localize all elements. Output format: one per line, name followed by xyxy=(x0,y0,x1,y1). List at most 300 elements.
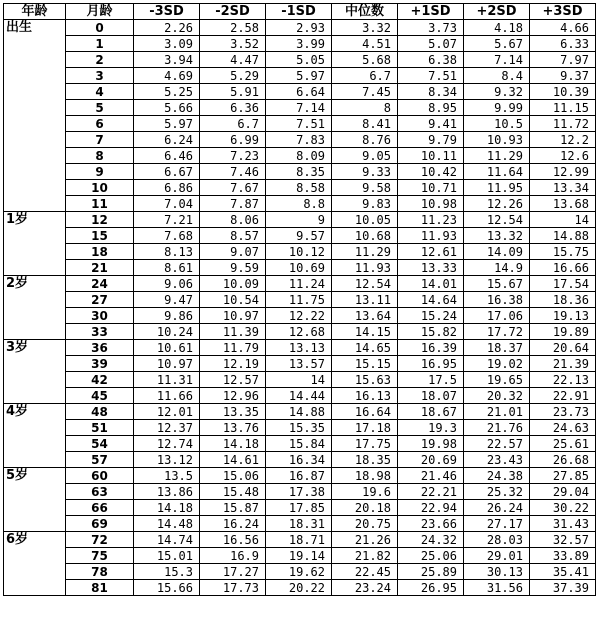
value-cell: 14 xyxy=(266,372,332,388)
value-cell: 8.13 xyxy=(134,244,200,260)
value-cell: 11.29 xyxy=(464,148,530,164)
value-cell: 15.3 xyxy=(134,564,200,580)
age-cell: 2岁 xyxy=(4,276,66,292)
value-cell: 16.13 xyxy=(332,388,398,404)
value-cell: 3.09 xyxy=(134,36,200,52)
age-cell xyxy=(4,564,66,580)
age-cell xyxy=(4,452,66,468)
value-cell: 23.73 xyxy=(530,404,596,420)
table-row xyxy=(4,52,596,68)
value-cell: 12.01 xyxy=(134,404,200,420)
value-cell: 7.87 xyxy=(200,196,266,212)
header-cell-plus2sd: +2SD xyxy=(464,4,530,20)
table-row xyxy=(4,100,596,116)
value-cell: 13.34 xyxy=(530,180,596,196)
value-cell: 11.95 xyxy=(464,180,530,196)
value-cell: 19.6 xyxy=(332,484,398,500)
age-cell: 出生 xyxy=(4,20,66,36)
value-cell: 6.64 xyxy=(266,84,332,100)
table-row xyxy=(4,20,596,36)
value-cell: 25.61 xyxy=(530,436,596,452)
value-cell: 14.01 xyxy=(398,276,464,292)
value-cell: 12.2 xyxy=(530,132,596,148)
value-cell: 19.13 xyxy=(530,308,596,324)
value-cell: 22.94 xyxy=(398,500,464,516)
value-cell: 15.24 xyxy=(398,308,464,324)
value-cell: 23.66 xyxy=(398,516,464,532)
table-row xyxy=(4,580,596,596)
age-cell xyxy=(4,100,66,116)
value-cell: 18.71 xyxy=(266,532,332,548)
value-cell: 27.85 xyxy=(530,468,596,484)
value-cell: 25.06 xyxy=(398,548,464,564)
table-row xyxy=(4,388,596,404)
value-cell: 17.27 xyxy=(200,564,266,580)
value-cell: 10.12 xyxy=(266,244,332,260)
value-cell: 12.26 xyxy=(464,196,530,212)
value-cell: 7.83 xyxy=(266,132,332,148)
value-cell: 10.54 xyxy=(200,292,266,308)
value-cell: 24.38 xyxy=(464,468,530,484)
value-cell: 18.67 xyxy=(398,404,464,420)
value-cell: 8 xyxy=(332,100,398,116)
table-row xyxy=(4,276,596,292)
value-cell: 20.22 xyxy=(266,580,332,596)
value-cell: 9.57 xyxy=(266,228,332,244)
value-cell: 3.73 xyxy=(398,20,464,36)
table-row xyxy=(4,84,596,100)
value-cell: 16.34 xyxy=(266,452,332,468)
month-cell: 21 xyxy=(66,260,134,276)
value-cell: 14.18 xyxy=(134,500,200,516)
value-cell: 9.99 xyxy=(464,100,530,116)
value-cell: 8.34 xyxy=(398,84,464,100)
table-row xyxy=(4,372,596,388)
age-cell xyxy=(4,260,66,276)
value-cell: 17.54 xyxy=(530,276,596,292)
value-cell: 8.61 xyxy=(134,260,200,276)
age-cell xyxy=(4,132,66,148)
value-cell: 5.97 xyxy=(134,116,200,132)
table-row xyxy=(4,324,596,340)
value-cell: 23.43 xyxy=(464,452,530,468)
value-cell: 19.14 xyxy=(266,548,332,564)
value-cell: 6.86 xyxy=(134,180,200,196)
value-cell: 14.88 xyxy=(266,404,332,420)
value-cell: 16.24 xyxy=(200,516,266,532)
value-cell: 9.83 xyxy=(332,196,398,212)
value-cell: 33.89 xyxy=(530,548,596,564)
value-cell: 29.01 xyxy=(464,548,530,564)
value-cell: 15.67 xyxy=(464,276,530,292)
header-cell-plus3sd: +3SD xyxy=(530,4,596,20)
value-cell: 7.97 xyxy=(530,52,596,68)
value-cell: 14 xyxy=(530,212,596,228)
header-cell-minus2sd: -2SD xyxy=(200,4,266,20)
value-cell: 14.64 xyxy=(398,292,464,308)
value-cell: 15.01 xyxy=(134,548,200,564)
value-cell: 3.99 xyxy=(266,36,332,52)
age-cell xyxy=(4,308,66,324)
value-cell: 4.66 xyxy=(530,20,596,36)
value-cell: 11.23 xyxy=(398,212,464,228)
month-cell: 42 xyxy=(66,372,134,388)
value-cell: 19.62 xyxy=(266,564,332,580)
value-cell: 14.61 xyxy=(200,452,266,468)
header-cell-minus1sd: -1SD xyxy=(266,4,332,20)
value-cell: 26.24 xyxy=(464,500,530,516)
month-cell: 39 xyxy=(66,356,134,372)
value-cell: 16.56 xyxy=(200,532,266,548)
header-cell-month: 月龄 xyxy=(66,4,134,20)
value-cell: 17.85 xyxy=(266,500,332,516)
value-cell: 19.02 xyxy=(464,356,530,372)
value-cell: 15.82 xyxy=(398,324,464,340)
value-cell: 31.56 xyxy=(464,580,530,596)
value-cell: 13.33 xyxy=(398,260,464,276)
age-cell xyxy=(4,84,66,100)
value-cell: 10.97 xyxy=(200,308,266,324)
value-cell: 11.93 xyxy=(332,260,398,276)
value-cell: 18.37 xyxy=(464,340,530,356)
value-cell: 21.46 xyxy=(398,468,464,484)
value-cell: 13.76 xyxy=(200,420,266,436)
value-cell: 6.7 xyxy=(332,68,398,84)
value-cell: 11.79 xyxy=(200,340,266,356)
month-cell: 15 xyxy=(66,228,134,244)
value-cell: 13.64 xyxy=(332,308,398,324)
value-cell: 13.68 xyxy=(530,196,596,212)
value-cell: 12.96 xyxy=(200,388,266,404)
table-row xyxy=(4,468,596,484)
value-cell: 26.95 xyxy=(398,580,464,596)
value-cell: 21.01 xyxy=(464,404,530,420)
month-cell: 6 xyxy=(66,116,134,132)
value-cell: 12.57 xyxy=(200,372,266,388)
value-cell: 9.86 xyxy=(134,308,200,324)
value-cell: 16.95 xyxy=(398,356,464,372)
value-cell: 20.32 xyxy=(464,388,530,404)
age-cell xyxy=(4,500,66,516)
value-cell: 30.13 xyxy=(464,564,530,580)
value-cell: 8.57 xyxy=(200,228,266,244)
value-cell: 7.46 xyxy=(200,164,266,180)
month-cell: 48 xyxy=(66,404,134,420)
value-cell: 16.66 xyxy=(530,260,596,276)
value-cell: 7.51 xyxy=(398,68,464,84)
header-cell-median: 中位数 xyxy=(332,4,398,20)
value-cell: 16.87 xyxy=(266,468,332,484)
value-cell: 10.05 xyxy=(332,212,398,228)
table-row xyxy=(4,340,596,356)
value-cell: 5.66 xyxy=(134,100,200,116)
month-cell: 51 xyxy=(66,420,134,436)
value-cell: 10.98 xyxy=(398,196,464,212)
age-cell xyxy=(4,228,66,244)
month-cell: 24 xyxy=(66,276,134,292)
age-cell xyxy=(4,116,66,132)
table-row xyxy=(4,260,596,276)
age-cell xyxy=(4,244,66,260)
age-cell: 3岁 xyxy=(4,340,66,356)
age-cell: 5岁 xyxy=(4,468,66,484)
month-cell: 4 xyxy=(66,84,134,100)
month-cell: 69 xyxy=(66,516,134,532)
value-cell: 11.93 xyxy=(398,228,464,244)
month-cell: 57 xyxy=(66,452,134,468)
month-cell: 18 xyxy=(66,244,134,260)
month-cell: 54 xyxy=(66,436,134,452)
value-cell: 2.26 xyxy=(134,20,200,36)
age-cell xyxy=(4,580,66,596)
value-cell: 22.45 xyxy=(332,564,398,580)
value-cell: 10.68 xyxy=(332,228,398,244)
age-cell xyxy=(4,516,66,532)
value-cell: 20.75 xyxy=(332,516,398,532)
month-cell: 5 xyxy=(66,100,134,116)
value-cell: 3.94 xyxy=(134,52,200,68)
value-cell: 15.63 xyxy=(332,372,398,388)
month-cell: 27 xyxy=(66,292,134,308)
table-row xyxy=(4,404,596,420)
value-cell: 3.52 xyxy=(200,36,266,52)
value-cell: 15.66 xyxy=(134,580,200,596)
value-cell: 5.91 xyxy=(200,84,266,100)
table-row xyxy=(4,196,596,212)
value-cell: 31.43 xyxy=(530,516,596,532)
value-cell: 15.87 xyxy=(200,500,266,516)
value-cell: 12.61 xyxy=(398,244,464,260)
value-cell: 18.31 xyxy=(266,516,332,532)
value-cell: 14.44 xyxy=(266,388,332,404)
month-cell: 78 xyxy=(66,564,134,580)
value-cell: 32.57 xyxy=(530,532,596,548)
value-cell: 9.59 xyxy=(200,260,266,276)
month-cell: 12 xyxy=(66,212,134,228)
table-row xyxy=(4,548,596,564)
value-cell: 7.14 xyxy=(266,100,332,116)
table-row xyxy=(4,356,596,372)
value-cell: 11.24 xyxy=(266,276,332,292)
value-cell: 25.89 xyxy=(398,564,464,580)
value-cell: 4.51 xyxy=(332,36,398,52)
value-cell: 10.09 xyxy=(200,276,266,292)
value-cell: 11.64 xyxy=(464,164,530,180)
value-cell: 9.79 xyxy=(398,132,464,148)
value-cell: 18.98 xyxy=(332,468,398,484)
value-cell: 13.32 xyxy=(464,228,530,244)
value-cell: 20.64 xyxy=(530,340,596,356)
value-cell: 7.68 xyxy=(134,228,200,244)
value-cell: 9.37 xyxy=(530,68,596,84)
value-cell: 16.38 xyxy=(464,292,530,308)
value-cell: 37.39 xyxy=(530,580,596,596)
value-cell: 15.35 xyxy=(266,420,332,436)
value-cell: 5.07 xyxy=(398,36,464,52)
value-cell: 6.46 xyxy=(134,148,200,164)
value-cell: 11.66 xyxy=(134,388,200,404)
value-cell: 13.57 xyxy=(266,356,332,372)
table-row xyxy=(4,180,596,196)
month-cell: 75 xyxy=(66,548,134,564)
age-cell: 1岁 xyxy=(4,212,66,228)
age-cell xyxy=(4,388,66,404)
value-cell: 19.98 xyxy=(398,436,464,452)
value-cell: 5.67 xyxy=(464,36,530,52)
age-cell: 6岁 xyxy=(4,532,66,548)
value-cell: 13.11 xyxy=(332,292,398,308)
value-cell: 11.72 xyxy=(530,116,596,132)
header-cell-plus1sd: +1SD xyxy=(398,4,464,20)
value-cell: 12.37 xyxy=(134,420,200,436)
age-cell xyxy=(4,484,66,500)
value-cell: 12.74 xyxy=(134,436,200,452)
table-row xyxy=(4,500,596,516)
value-cell: 10.24 xyxy=(134,324,200,340)
value-cell: 15.75 xyxy=(530,244,596,260)
value-cell: 11.39 xyxy=(200,324,266,340)
value-cell: 17.75 xyxy=(332,436,398,452)
value-cell: 7.45 xyxy=(332,84,398,100)
value-cell: 7.21 xyxy=(134,212,200,228)
value-cell: 6.99 xyxy=(200,132,266,148)
table-row xyxy=(4,308,596,324)
age-cell xyxy=(4,36,66,52)
value-cell: 20.69 xyxy=(398,452,464,468)
table-row xyxy=(4,564,596,580)
value-cell: 20.18 xyxy=(332,500,398,516)
value-cell: 27.17 xyxy=(464,516,530,532)
value-cell: 24.32 xyxy=(398,532,464,548)
month-cell: 60 xyxy=(66,468,134,484)
value-cell: 10.93 xyxy=(464,132,530,148)
month-cell: 66 xyxy=(66,500,134,516)
value-cell: 9.05 xyxy=(332,148,398,164)
header-cell-minus3sd: -3SD xyxy=(134,4,200,20)
value-cell: 18.36 xyxy=(530,292,596,308)
age-cell xyxy=(4,372,66,388)
value-cell: 30.22 xyxy=(530,500,596,516)
age-cell xyxy=(4,164,66,180)
month-cell: 2 xyxy=(66,52,134,68)
value-cell: 10.42 xyxy=(398,164,464,180)
value-cell: 4.18 xyxy=(464,20,530,36)
value-cell: 4.69 xyxy=(134,68,200,84)
value-cell: 6.36 xyxy=(200,100,266,116)
value-cell: 14.88 xyxy=(530,228,596,244)
value-cell: 5.05 xyxy=(266,52,332,68)
value-cell: 35.41 xyxy=(530,564,596,580)
value-cell: 15.15 xyxy=(332,356,398,372)
month-cell: 63 xyxy=(66,484,134,500)
age-cell xyxy=(4,292,66,308)
age-cell xyxy=(4,68,66,84)
value-cell: 10.5 xyxy=(464,116,530,132)
value-cell: 15.84 xyxy=(266,436,332,452)
value-cell: 22.57 xyxy=(464,436,530,452)
value-cell: 25.32 xyxy=(464,484,530,500)
value-cell: 13.5 xyxy=(134,468,200,484)
table-row xyxy=(4,132,596,148)
month-cell: 3 xyxy=(66,68,134,84)
value-cell: 12.54 xyxy=(464,212,530,228)
month-cell: 7 xyxy=(66,132,134,148)
value-cell: 6.38 xyxy=(398,52,464,68)
value-cell: 21.82 xyxy=(332,548,398,564)
value-cell: 2.93 xyxy=(266,20,332,36)
age-cell xyxy=(4,196,66,212)
age-cell: 4岁 xyxy=(4,404,66,420)
value-cell: 22.21 xyxy=(398,484,464,500)
table-row xyxy=(4,484,596,500)
table-row xyxy=(4,212,596,228)
month-cell: 8 xyxy=(66,148,134,164)
value-cell: 4.47 xyxy=(200,52,266,68)
value-cell: 9.41 xyxy=(398,116,464,132)
table-row xyxy=(4,244,596,260)
value-cell: 6.33 xyxy=(530,36,596,52)
value-cell: 7.04 xyxy=(134,196,200,212)
value-cell: 14.74 xyxy=(134,532,200,548)
table-row xyxy=(4,36,596,52)
value-cell: 13.13 xyxy=(266,340,332,356)
value-cell: 16.9 xyxy=(200,548,266,564)
age-cell xyxy=(4,52,66,68)
month-cell: 1 xyxy=(66,36,134,52)
value-cell: 17.73 xyxy=(200,580,266,596)
value-cell: 23.24 xyxy=(332,580,398,596)
value-cell: 22.91 xyxy=(530,388,596,404)
table-row xyxy=(4,436,596,452)
value-cell: 11.31 xyxy=(134,372,200,388)
value-cell: 8.06 xyxy=(200,212,266,228)
value-cell: 10.11 xyxy=(398,148,464,164)
value-cell: 8.41 xyxy=(332,116,398,132)
value-cell: 9.06 xyxy=(134,276,200,292)
value-cell: 8.58 xyxy=(266,180,332,196)
value-cell: 8.4 xyxy=(464,68,530,84)
month-cell: 45 xyxy=(66,388,134,404)
value-cell: 5.68 xyxy=(332,52,398,68)
value-cell: 8.95 xyxy=(398,100,464,116)
value-cell: 13.12 xyxy=(134,452,200,468)
value-cell: 17.5 xyxy=(398,372,464,388)
value-cell: 18.07 xyxy=(398,388,464,404)
age-cell xyxy=(4,324,66,340)
value-cell: 14.65 xyxy=(332,340,398,356)
value-cell: 21.39 xyxy=(530,356,596,372)
month-cell: 72 xyxy=(66,532,134,548)
table-row xyxy=(4,228,596,244)
table-row xyxy=(4,164,596,180)
age-cell xyxy=(4,548,66,564)
value-cell: 11.15 xyxy=(530,100,596,116)
value-cell: 17.18 xyxy=(332,420,398,436)
value-cell: 18.35 xyxy=(332,452,398,468)
value-cell: 5.29 xyxy=(200,68,266,84)
value-cell: 16.64 xyxy=(332,404,398,420)
table-body xyxy=(4,20,596,596)
value-cell: 8.8 xyxy=(266,196,332,212)
value-cell: 12.68 xyxy=(266,324,332,340)
header-cell-age: 年龄 xyxy=(4,4,66,20)
value-cell: 7.67 xyxy=(200,180,266,196)
value-cell: 9.33 xyxy=(332,164,398,180)
table-row xyxy=(4,116,596,132)
value-cell: 17.72 xyxy=(464,324,530,340)
value-cell: 3.32 xyxy=(332,20,398,36)
value-cell: 19.65 xyxy=(464,372,530,388)
